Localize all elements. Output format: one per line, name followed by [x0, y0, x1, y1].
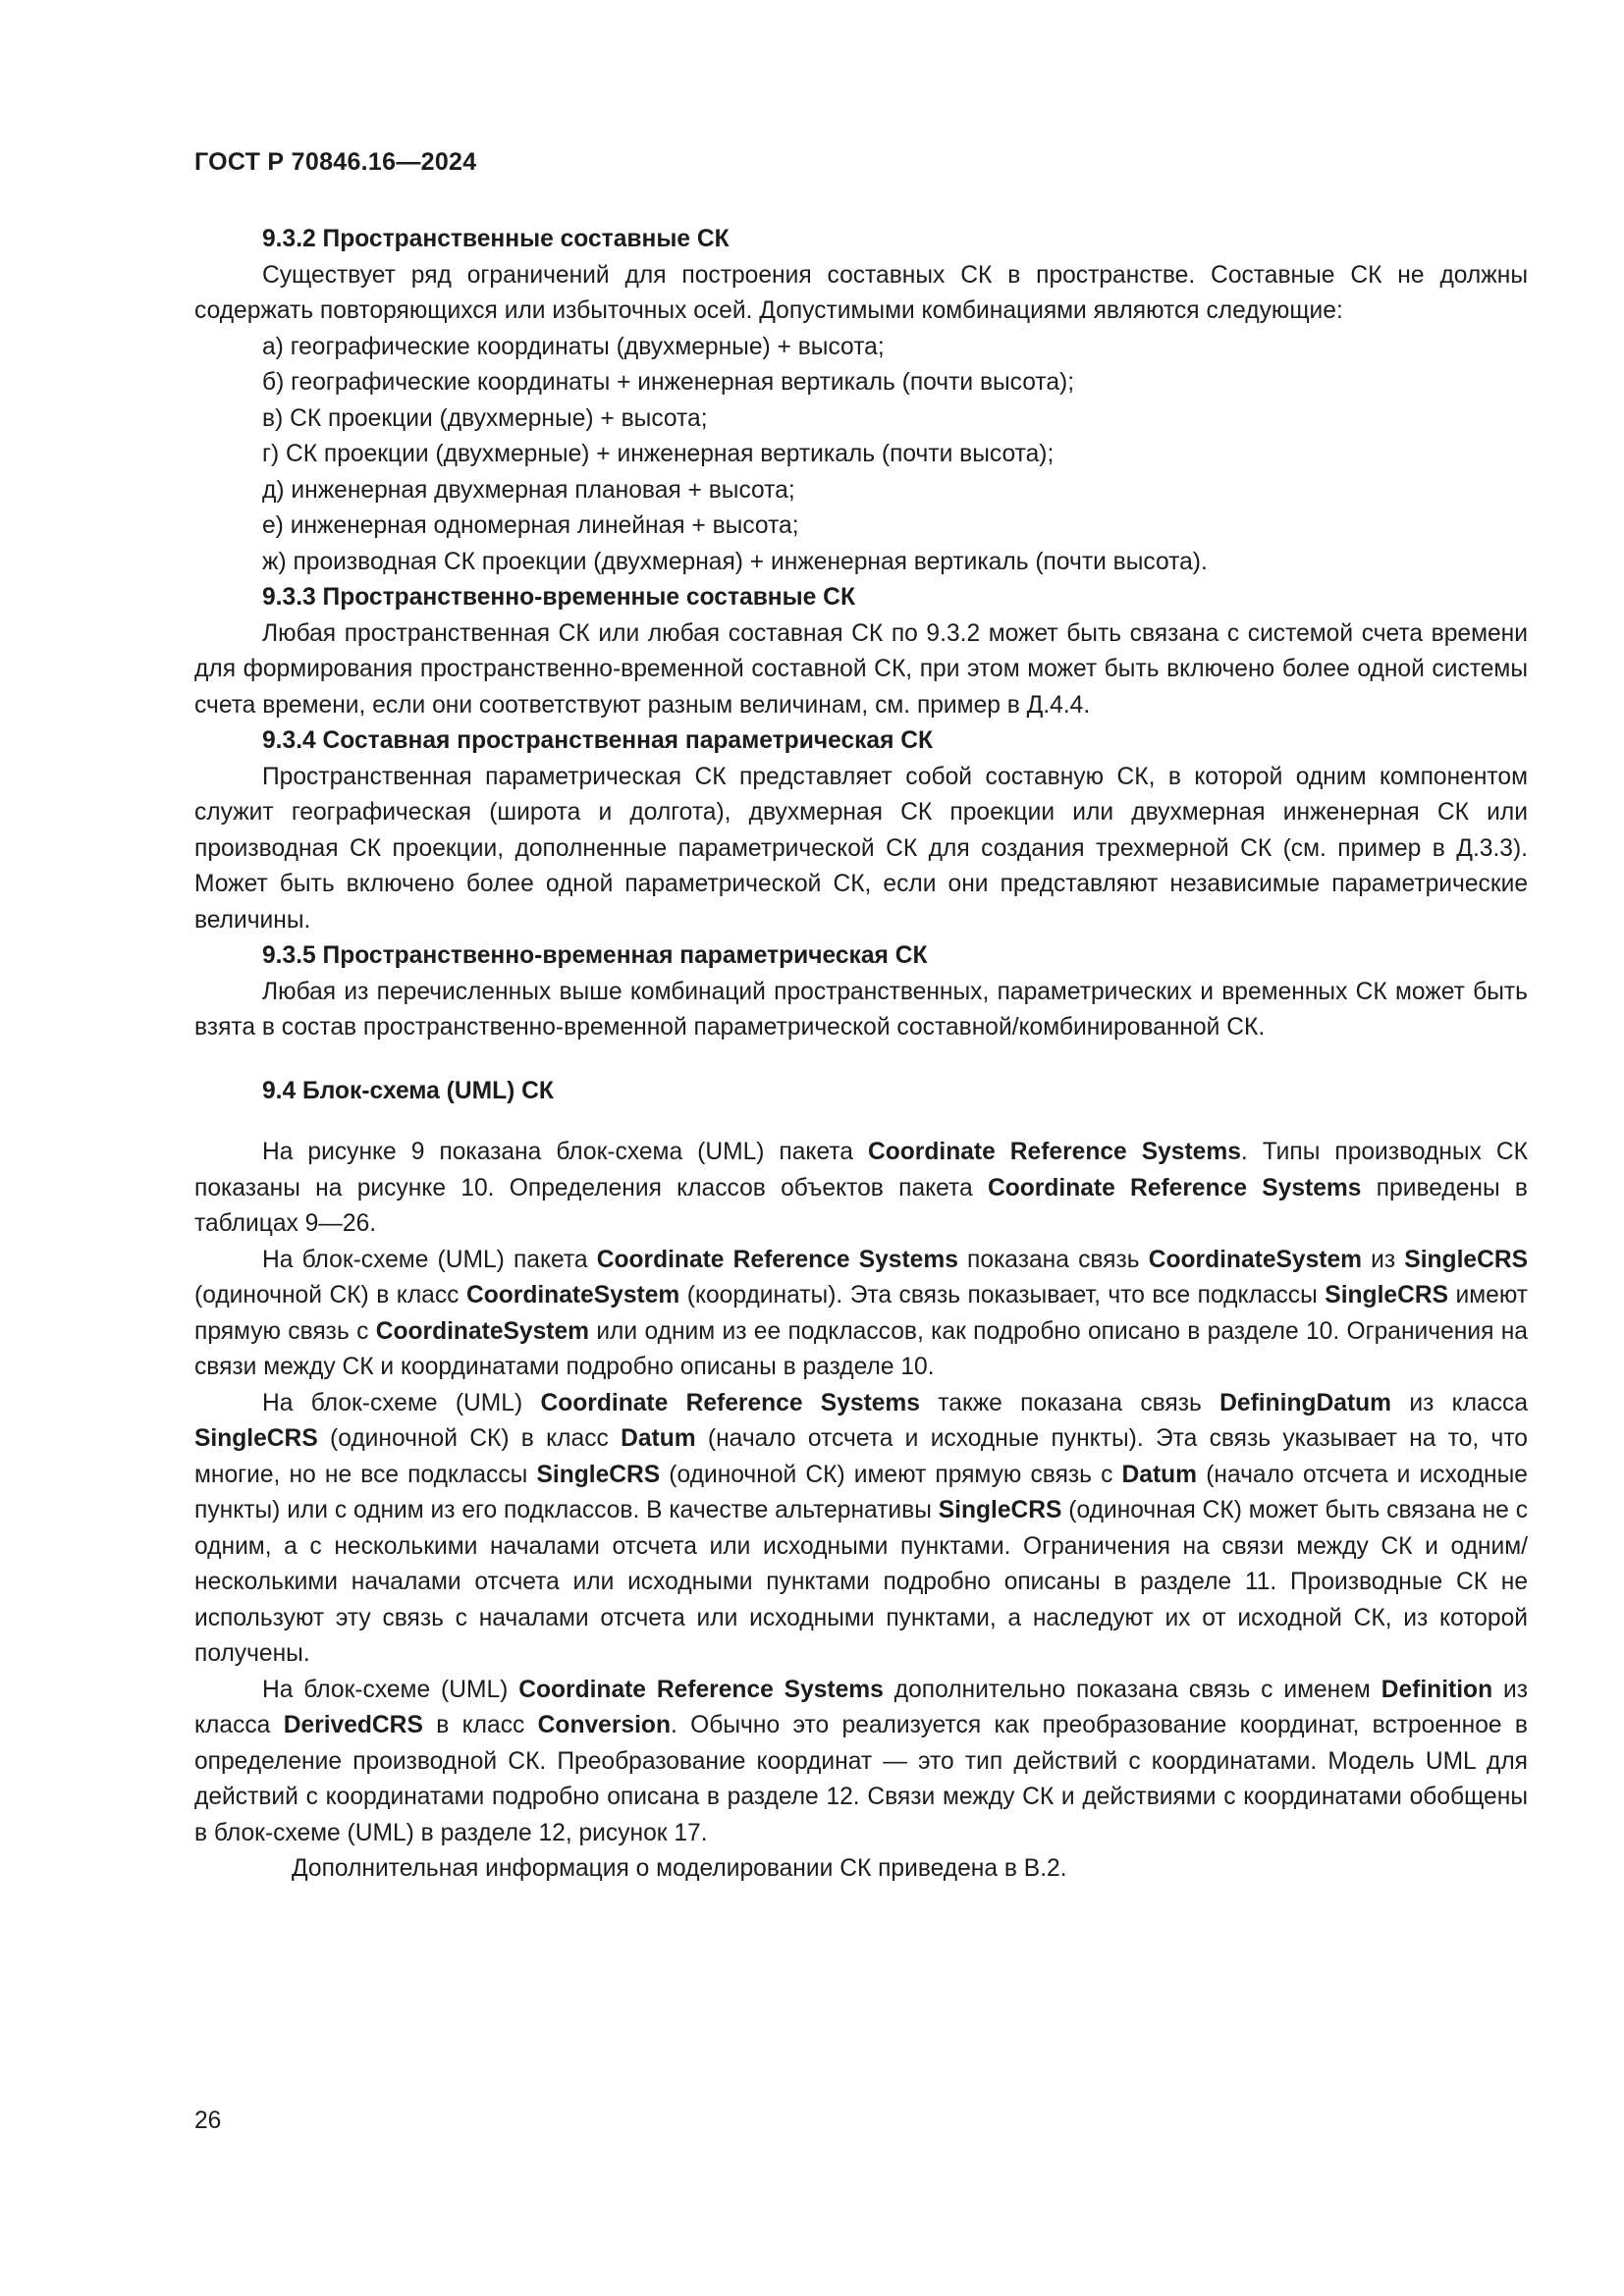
section-9-3-5-text: Любая из перечисленных выше комбинаций пространственных, параметрических и временных СК может быть взята в состав пространственно-временной параметрической составной/комбинированной СК. [194, 978, 1528, 1041]
list-item: г) СК проекции (двухмерные) + инженерная вертикаль (почти высота); [262, 441, 1055, 467]
page-number: 26 [194, 2108, 222, 2134]
section-9-3-4-title: 9.3.4 Составная пространственная параметрическая СК [262, 727, 934, 754]
section-9-4-paragraph-4: На блок-схеме (UML) Coordinate Reference Systems дополнительно показана связь с именем Definition из класса DerivedCRS в класс Conversion. Обычно это реализуется как преобразование координат, встроенное в определение производной СК. Преобразование координат — это тип действий с координатами. Модель UML для действий с координатами подробно описана в разделе 12. Связи между СК и действиями с координатами обобщены в блок-схеме (UML) в разделе 12, рисунок 17. [194, 1676, 1528, 1846]
list-item: в) СК проекции (двухмерные) + высота; [262, 404, 708, 432]
list-item: а) географические координаты (двухмерные) + высота; [262, 333, 885, 360]
section-9-3-2-title: 9.3.2 Пространственные составные СК [262, 226, 730, 252]
page-content [194, 222, 1528, 1888]
list-item: е) инженерная одномерная линейная + высота; [262, 512, 799, 539]
list-item: ж) производная СК проекции (двухмерная) + инженерная вертикаль (почти высота). [262, 548, 1208, 575]
section-9-3-3-text: Любая пространственная СК или любая составная СК по 9.3.2 может быть связана с системой счета времени для формирования пространственно-временной составной СК, при этом может быть включено более одной системы счета времени, если они соответствуют разным величинам, см. пример в Д.4.4. [194, 619, 1528, 719]
section-9-3-2-intro: Существует ряд ограничений для построения составных СК в пространстве. Составные СК не должны содержать повторяющихся или избыточных осей. Допустимыми комбинациями являются следующие: [194, 261, 1528, 324]
section-9-3-3-title: 9.3.3 Пространственно-временные составные СК [262, 584, 855, 611]
standard-header: ГОСТ Р 70846.16—2024 [194, 148, 477, 176]
section-9-4-title: 9.4 Блок-схема (UML) СК [262, 1077, 554, 1104]
list-item: б) географические координаты + инженерная вертикаль (почти высота); [262, 369, 1075, 396]
section-9-4-paragraph-1: На рисунке 9 показана блок-схема (UML) пакета Coordinate Reference Systems. Типы производных СК показаны на рисунке 10. Определения классов объектов пакета Coordinate Reference Systems приведены в таблицах 9—26. [194, 1139, 1528, 1237]
section-9-4-paragraph-3: На блок-схеме (UML) Coordinate Reference Systems также показана связь DefiningDatum из класса SingleCRS (одиночной СК) в класс Datum (начало отсчета и исходные пункты). Эта связь указывает на то, что многие, но не все подклассы SingleCRS (одиночной СК) имеют прямую связь с Datum (начало отсчета и исходные пункты) или с одним из его подклассов. В качестве альтернативы SingleCRS (одиночная СК) может быть связана не с одним, а с несколькими началами отсчета или исходными пунктами. Ограничения на связи между СК и одним/несколькими началами отсчета или исходными пунктами подробно описаны в разделе 11. Производные СК не используют эту связь с началами отсчета или исходными пунктами, а наследуют их от исходной СК, из которой получены. [194, 1389, 1528, 1667]
section-9-3-5-title: 9.3.5 Пространственно-временная параметрическая СК [262, 942, 928, 969]
section-9-3-4-text: Пространственная параметрическая СК представляет собой составную СК, в которой одним компонентом служит географическая (широта и долгота), двухмерная СК проекции или двухмерная инженерная СК или производная СК проекции, дополненные параметрической СК для создания трехмерной СК (см. пример в Д.3.3). Может быть включено более одной параметрической СК, если они представляют независимые параметрические величины. [194, 763, 1528, 934]
list-item: д) инженерная двухмерная плановая + высота; [262, 476, 795, 504]
section-9-4-paragraph-2: На блок-схеме (UML) пакета Coordinate Reference Systems показана связь CoordinateSystem из SingleCRS (одиночной СК) в класс CoordinateSystem (координаты). Эта связь показывает, что все подклассы SingleCRS имеют прямую связь с CoordinateSystem или одним из ее подклассов, как подробно описано в разделе 10. Ограничения на связи между СК и координатами подробно описаны в разделе 10. [194, 1246, 1529, 1380]
section-9-4-paragraph-5: Дополнительная информация о моделировании СК приведена в В.2. [292, 1855, 1067, 1882]
